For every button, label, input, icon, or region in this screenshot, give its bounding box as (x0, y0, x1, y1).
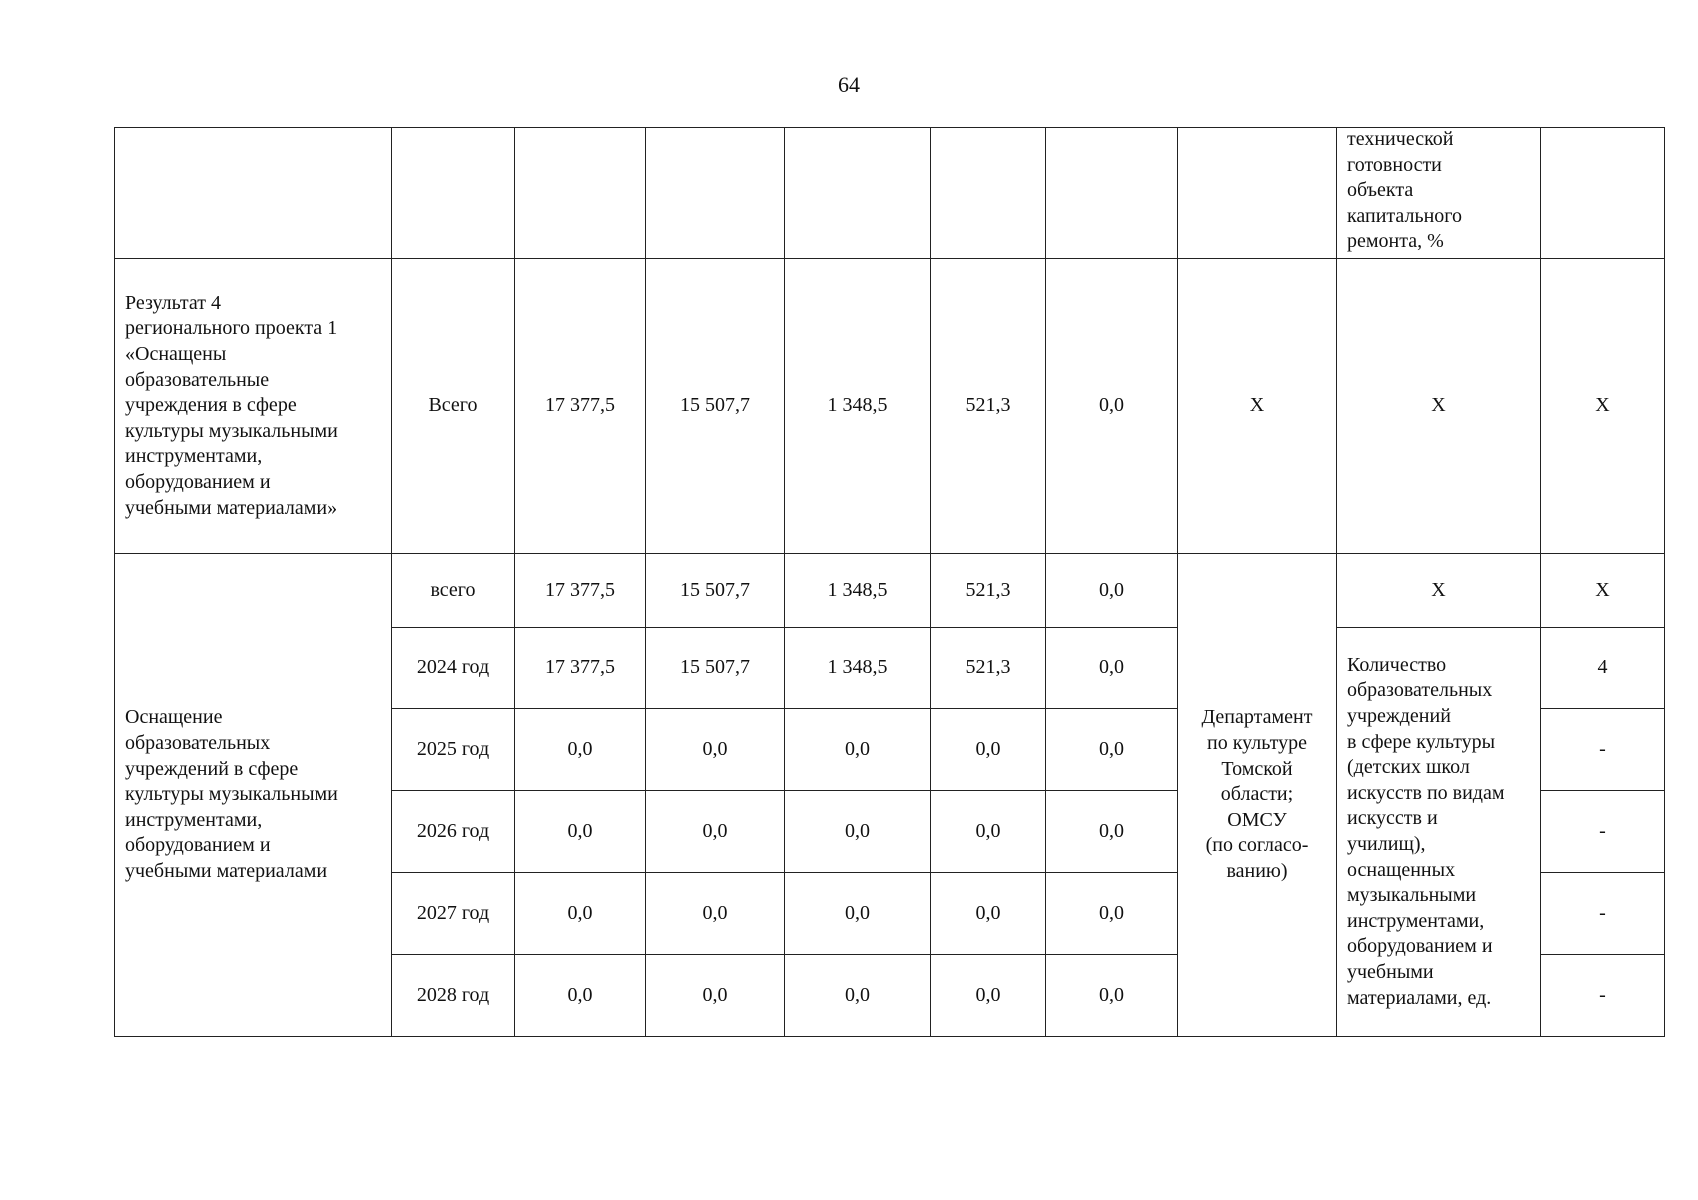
cell-local: 0,0 (931, 791, 1046, 873)
measure-name: Оснащение образовательных учреждений в сфере культуры музыкальными инструментами, оборудованием и учебными материалами (125, 706, 338, 882)
cell-federal: 0,0 (646, 955, 785, 1037)
cell-regional: 0,0 (785, 955, 931, 1037)
cell-total: 17 377,5 (515, 628, 646, 709)
cell-value: - (1541, 873, 1665, 955)
cell-federal: 0,0 (646, 709, 785, 791)
measure-indicator: Количество образовательных учреждений в сфере культуры (детских школ искусств по видам искусств и училищ), оснащенных музыкальными инструментами, оборудованием и учебными материалами, ед. (1347, 653, 1505, 1009)
cell-result-federal: 15 507,7 (646, 259, 785, 554)
table-row-result (115, 259, 1665, 554)
cell-empty (515, 128, 646, 259)
cell-empty (1178, 128, 1337, 259)
cell-empty (1541, 128, 1665, 259)
table-row-continuation (115, 128, 1665, 259)
cell-measure-executor (1178, 554, 1337, 1037)
cell-period: 2028 год (392, 955, 515, 1037)
cell-period: 2025 год (392, 709, 515, 791)
cell-other: 0,0 (1046, 873, 1178, 955)
cell-total: 0,0 (515, 873, 646, 955)
cell-empty (392, 128, 515, 259)
cell-result-total: 17 377,5 (515, 259, 646, 554)
cell-other: 0,0 (1046, 955, 1178, 1037)
cell-federal: 15 507,7 (646, 628, 785, 709)
cell-local: 0,0 (931, 955, 1046, 1037)
cell-empty (115, 128, 392, 259)
cell-period: 2027 год (392, 873, 515, 955)
cell-other: 0,0 (1046, 709, 1178, 791)
cell-regional: 0,0 (785, 709, 931, 791)
cell-local: 0,0 (931, 873, 1046, 955)
cell-federal: 15 507,7 (646, 554, 785, 628)
table-row-measure-total (115, 554, 1665, 628)
cell-value: - (1541, 955, 1665, 1037)
cell-regional: 0,0 (785, 791, 931, 873)
cell-total: 17 377,5 (515, 554, 646, 628)
cell-empty (1046, 128, 1178, 259)
cell-indicator-continuation (1337, 128, 1541, 259)
cell-measure-name (115, 554, 392, 1037)
budget-table (114, 127, 1665, 1037)
cell-empty (785, 128, 931, 259)
measure-executor: Департамент по культуре Томской области; ОМСУ (по согласо- ванию) (1201, 706, 1313, 882)
cell-other: 0,0 (1046, 554, 1178, 628)
cell-empty (931, 128, 1046, 259)
cell-result-name (115, 259, 392, 554)
cell-period: 2024 год (392, 628, 515, 709)
cell-regional: 1 348,5 (785, 554, 931, 628)
cell-regional: 1 348,5 (785, 628, 931, 709)
cell-value: 4 (1541, 628, 1665, 709)
page-number: 64 (838, 72, 860, 97)
cell-period: всего (392, 554, 515, 628)
cell-result-regional: 1 348,5 (785, 259, 931, 554)
cell-result-period: Всего (392, 259, 515, 554)
cell-local: 521,3 (931, 554, 1046, 628)
cell-measure-indicator (1337, 628, 1541, 1037)
cell-total: 0,0 (515, 955, 646, 1037)
cell-result-value: Х (1541, 259, 1665, 554)
cell-result-local: 521,3 (931, 259, 1046, 554)
cell-value: - (1541, 709, 1665, 791)
cell-result-other: 0,0 (1046, 259, 1178, 554)
cell-regional: 0,0 (785, 873, 931, 955)
cell-value: - (1541, 791, 1665, 873)
cell-result-indicator: Х (1337, 259, 1541, 554)
cell-other: 0,0 (1046, 791, 1178, 873)
cell-local: 521,3 (931, 628, 1046, 709)
cell-result-executor: Х (1178, 259, 1337, 554)
cell-measure-total-indicator: Х (1337, 554, 1541, 628)
cell-empty (646, 128, 785, 259)
cell-federal: 0,0 (646, 873, 785, 955)
cell-other: 0,0 (1046, 628, 1178, 709)
indicator-continuation-text: технической готовности объекта капитального ремонта, % (1347, 128, 1462, 253)
cell-total: 0,0 (515, 709, 646, 791)
result-name: Результат 4 регионального проекта 1 «Оснащены образовательные учреждения в сфере культуры музыкальными инструментами, оборудованием и учебными материалами» (125, 291, 338, 519)
cell-total: 0,0 (515, 791, 646, 873)
cell-period: 2026 год (392, 791, 515, 873)
cell-local: 0,0 (931, 709, 1046, 791)
cell-measure-total-value: Х (1541, 554, 1665, 628)
cell-federal: 0,0 (646, 791, 785, 873)
